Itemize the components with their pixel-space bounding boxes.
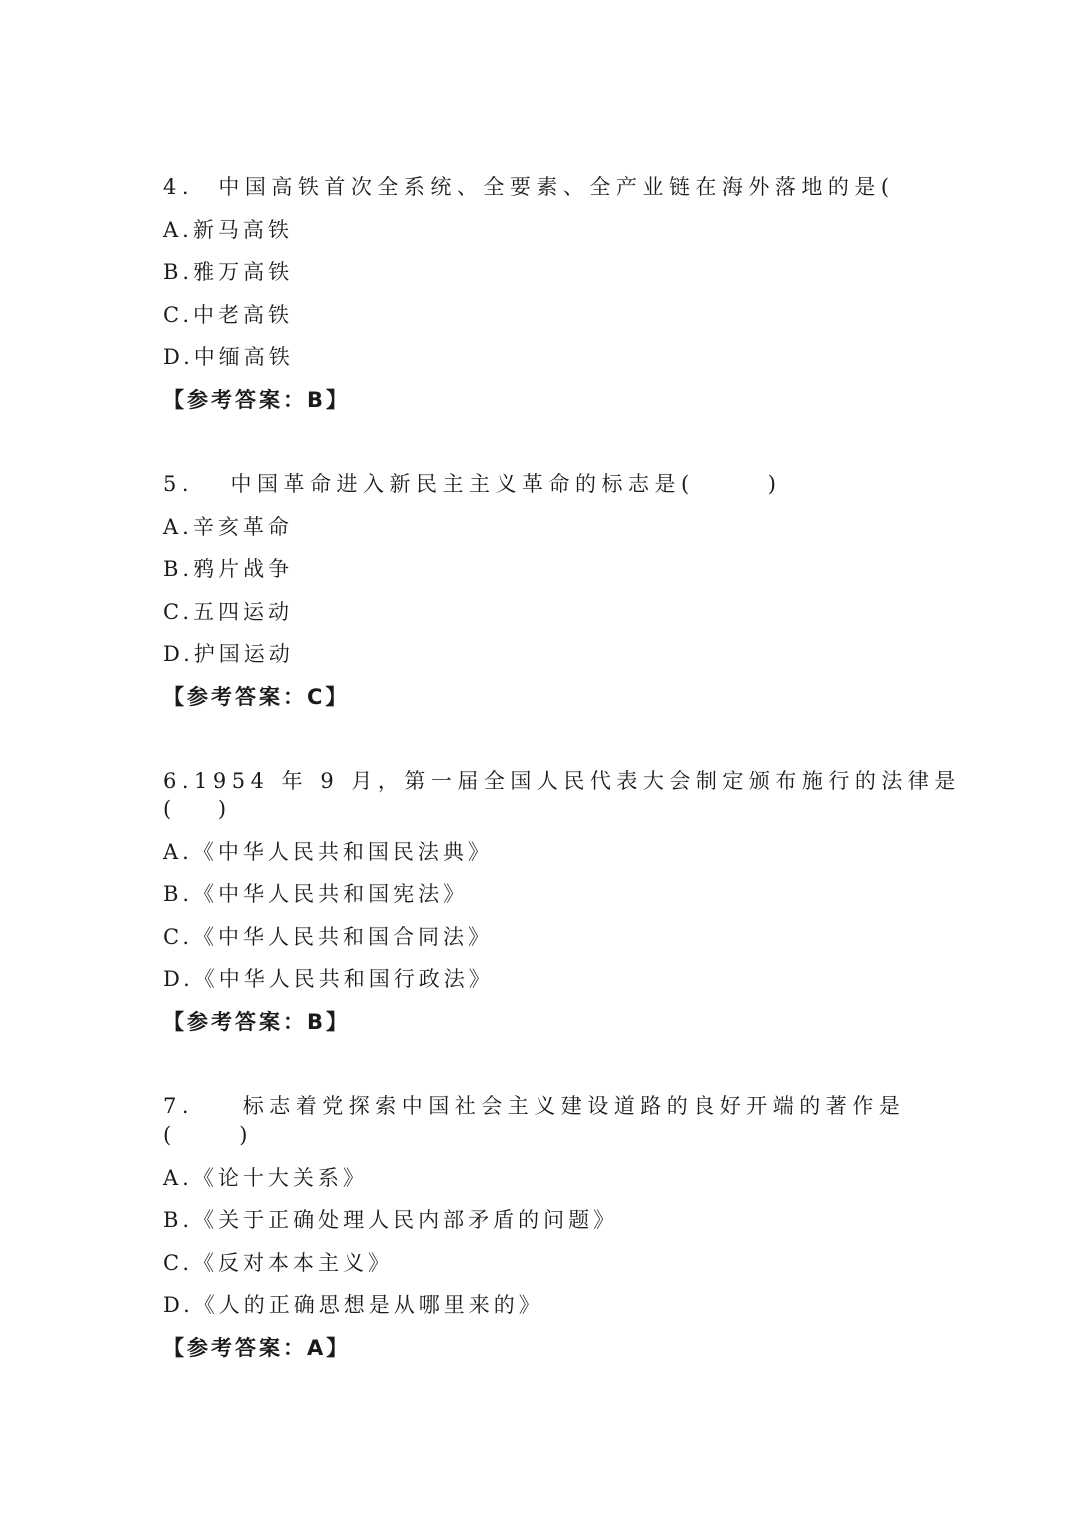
option-d: D.中缅高铁: [163, 345, 294, 369]
option-d: D.《中华人民共和国行政法》: [163, 967, 494, 991]
option-c: C.五四运动: [163, 600, 293, 624]
option-c: C.《反对本本主义》: [163, 1251, 393, 1275]
option-b: B.《中华人民共和国宪法》: [163, 882, 469, 906]
option-a: A.新马高铁: [163, 218, 293, 242]
option-b: B.《关于正确处理人民内部矛盾的问题》: [163, 1208, 619, 1232]
question-stem: 5. 中国革命进入新民主主义革命的标志是( ): [163, 472, 782, 496]
option-d: D.护国运动: [163, 642, 294, 666]
question-stem: 7. 标志着党探索中国社会主义建设道路的良好开端的著作是: [163, 1094, 906, 1118]
option-a: A.《中华人民共和国民法典》: [163, 840, 493, 864]
option-c: C.《中华人民共和国合同法》: [163, 925, 493, 949]
option-a: A.《论十大关系》: [163, 1166, 368, 1190]
reference-answer: 【参考答案：C】: [163, 685, 350, 709]
option-b: B.雅万高铁: [163, 260, 294, 284]
question-stem: 6.1954 年 9 月，第一届全国人民代表大会制定颁布施行的法律是: [163, 769, 961, 793]
question-stem: 4. 中国高铁首次全系统、全要素、全产业链在海外落地的是(: [163, 175, 895, 199]
option-a: A.辛亥革命: [163, 515, 293, 539]
option-b: B.鸦片战争: [163, 557, 294, 581]
question-stem-blank: ( ): [163, 1123, 252, 1147]
question-stem-blank: ( ): [163, 797, 231, 821]
reference-answer: 【参考答案：B】: [163, 388, 351, 412]
reference-answer: 【参考答案：B】: [163, 1010, 351, 1034]
option-d: D.《人的正确思想是从哪里来的》: [163, 1293, 544, 1317]
option-c: C.中老高铁: [163, 303, 293, 327]
reference-answer: 【参考答案：A】: [163, 1336, 351, 1360]
